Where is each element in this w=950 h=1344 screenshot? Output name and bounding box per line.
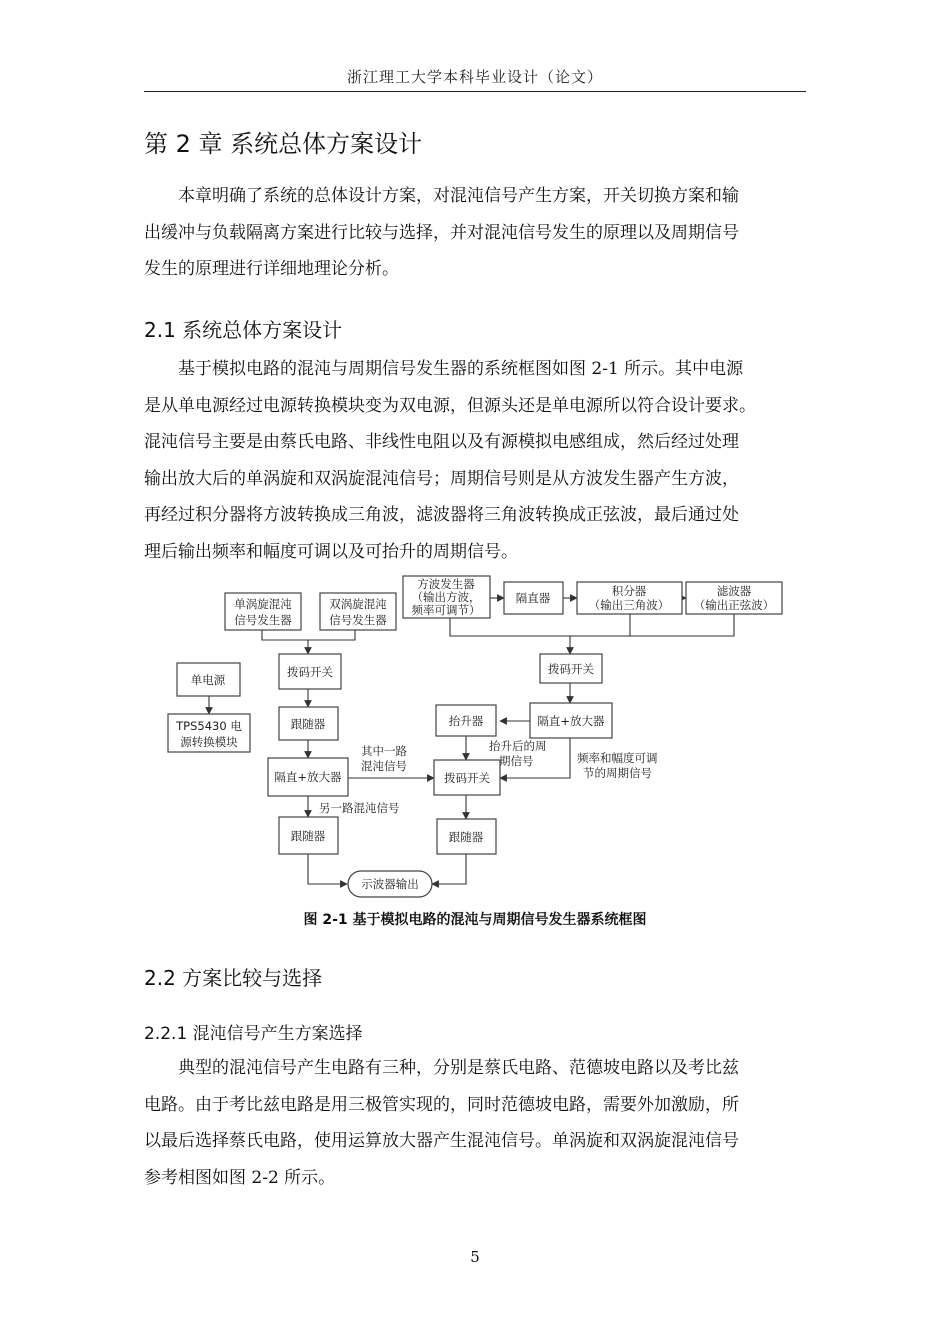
block-label: 单涡旋混沌 — [234, 597, 292, 611]
block-dip-switch-right — [540, 654, 602, 683]
block-label: 频率可调节） — [411, 603, 481, 617]
figure-caption: 图 2-1 基于模拟电路的混沌与周期信号发生器系统框图 — [303, 912, 647, 928]
block-dip-switch-center — [434, 760, 500, 795]
intro-line: 出缓冲与负载隔离方案进行比较与选择，并对混沌信号发生的原理以及周期信号 — [144, 222, 739, 243]
block-label: 滤波器 — [716, 584, 752, 598]
block-label: 隔直+放大器 — [537, 714, 605, 728]
block-oscilloscope-output — [348, 871, 432, 897]
para-line: 输出放大后的单涡旋和双涡旋混沌信号；周期信号则是从方波发生器产生方波， — [144, 468, 739, 489]
block-tps-module — [168, 714, 250, 752]
block-label: 信号发生器 — [234, 613, 292, 627]
block-label: （输出方波， — [411, 590, 481, 604]
block-filter — [686, 582, 782, 614]
section-2-1-title: 2.1 系统总体方案设计 — [144, 318, 343, 342]
block-follower-3 — [437, 819, 496, 854]
block-label: 单电源 — [190, 673, 226, 687]
para-line: 基于模拟电路的混沌与周期信号发生器的系统框图如图 2-1 所示。其中电源 — [178, 359, 744, 379]
para-line: 典型的混沌信号产生电路有三种，分别是蔡氏电路、范德坡电路以及考比兹 — [178, 1058, 739, 1078]
block-label: 示波器输出 — [361, 877, 419, 891]
block-label: TPS5430 电 — [176, 719, 242, 733]
block-label: 拨码开关 — [287, 665, 333, 679]
block-label: 积分器 — [611, 584, 647, 598]
edge-label-adjustable: 节的周期信号 — [583, 766, 652, 780]
edge-label-lifted: 期信号 — [499, 754, 534, 768]
block-follower-2 — [279, 817, 338, 854]
para-line: 电路。由于考比兹电路是用三极管实现的，同时范德坡电路，需要外加激励，所 — [144, 1094, 739, 1115]
block-single-scroll — [225, 593, 301, 630]
block-label: 信号发生器 — [329, 613, 387, 627]
block-label: 跟随器 — [290, 829, 326, 843]
block-double-scroll — [320, 593, 396, 630]
para-line: 参考相图如图 2-2 所示。 — [144, 1167, 336, 1188]
block-dip-switch-left — [279, 654, 341, 689]
block-dcblock-amp-right — [530, 703, 612, 738]
para-line: 理后输出频率和幅度可调以及可抬升的周期信号。 — [144, 541, 518, 562]
section-2-2-1-title: 2.2.1 混沌信号产生方案选择 — [144, 1024, 363, 1044]
block-label: 隔直+放大器 — [274, 770, 342, 784]
block-label: 方波发生器 — [417, 577, 475, 591]
edge-label-one-chaos: 混沌信号 — [361, 759, 407, 773]
block-label: （输出正弦波） — [693, 598, 775, 612]
para-line: 再经过积分器将方波转换成三角波，滤波器将三角波转换成正弦波，最后通过处 — [144, 505, 739, 525]
edge-label-lifted: 抬升后的周 — [489, 739, 547, 753]
para-line: 以最后选择蔡氏电路，使用运算放大器产生混沌信号。单涡旋和双涡旋混沌信号 — [144, 1131, 739, 1151]
intro-line: 发生的原理进行详细地理论分析。 — [144, 259, 399, 279]
block-label: 源转换模块 — [180, 735, 238, 749]
edge-label-adjustable: 频率和幅度可调 — [577, 751, 658, 765]
running-header: 浙江理工大学本科毕业设计（论文） — [346, 68, 603, 86]
block-dc-blocker — [504, 582, 563, 614]
block-label: 拨码开关 — [444, 771, 490, 785]
block-label: （输出三角波） — [588, 598, 670, 612]
section-2-2-1-paragraph — [144, 1050, 806, 1196]
edge-label-other-chaos: 另一路混沌信号 — [319, 801, 400, 815]
chapter-title: 第 2 章 系统总体方案设计 — [144, 130, 423, 158]
page-number: 5 — [470, 1248, 480, 1266]
block-label: 隔直器 — [515, 591, 551, 605]
block-label: 拨码开关 — [548, 662, 594, 676]
intro-line: 本章明确了系统的总体设计方案，对混沌信号产生方案，开关切换方案和输 — [178, 186, 739, 206]
para-line: 混沌信号主要是由蔡氏电路、非线性电阻以及有源模拟电感组成，然后经过处理 — [144, 432, 739, 452]
section-2-2-title: 2.2 方案比较与选择 — [144, 966, 323, 990]
edge-label-one-chaos: 其中一路 — [361, 744, 407, 758]
block-follower-1 — [279, 707, 338, 740]
block-lifter — [436, 705, 496, 736]
block-integrator — [577, 582, 682, 614]
block-dcblock-amp-left — [268, 758, 348, 796]
block-single-supply — [177, 663, 240, 696]
block-label: 抬升器 — [448, 714, 484, 728]
block-label: 跟随器 — [290, 717, 326, 731]
block-label: 跟随器 — [448, 830, 484, 844]
block-square-generator — [403, 576, 490, 618]
para-line: 是从单电源经过电源转换模块变为双电源，但源头还是单电源所以符合设计要求。 — [144, 395, 756, 416]
block-label: 双涡旋混沌 — [329, 597, 387, 611]
